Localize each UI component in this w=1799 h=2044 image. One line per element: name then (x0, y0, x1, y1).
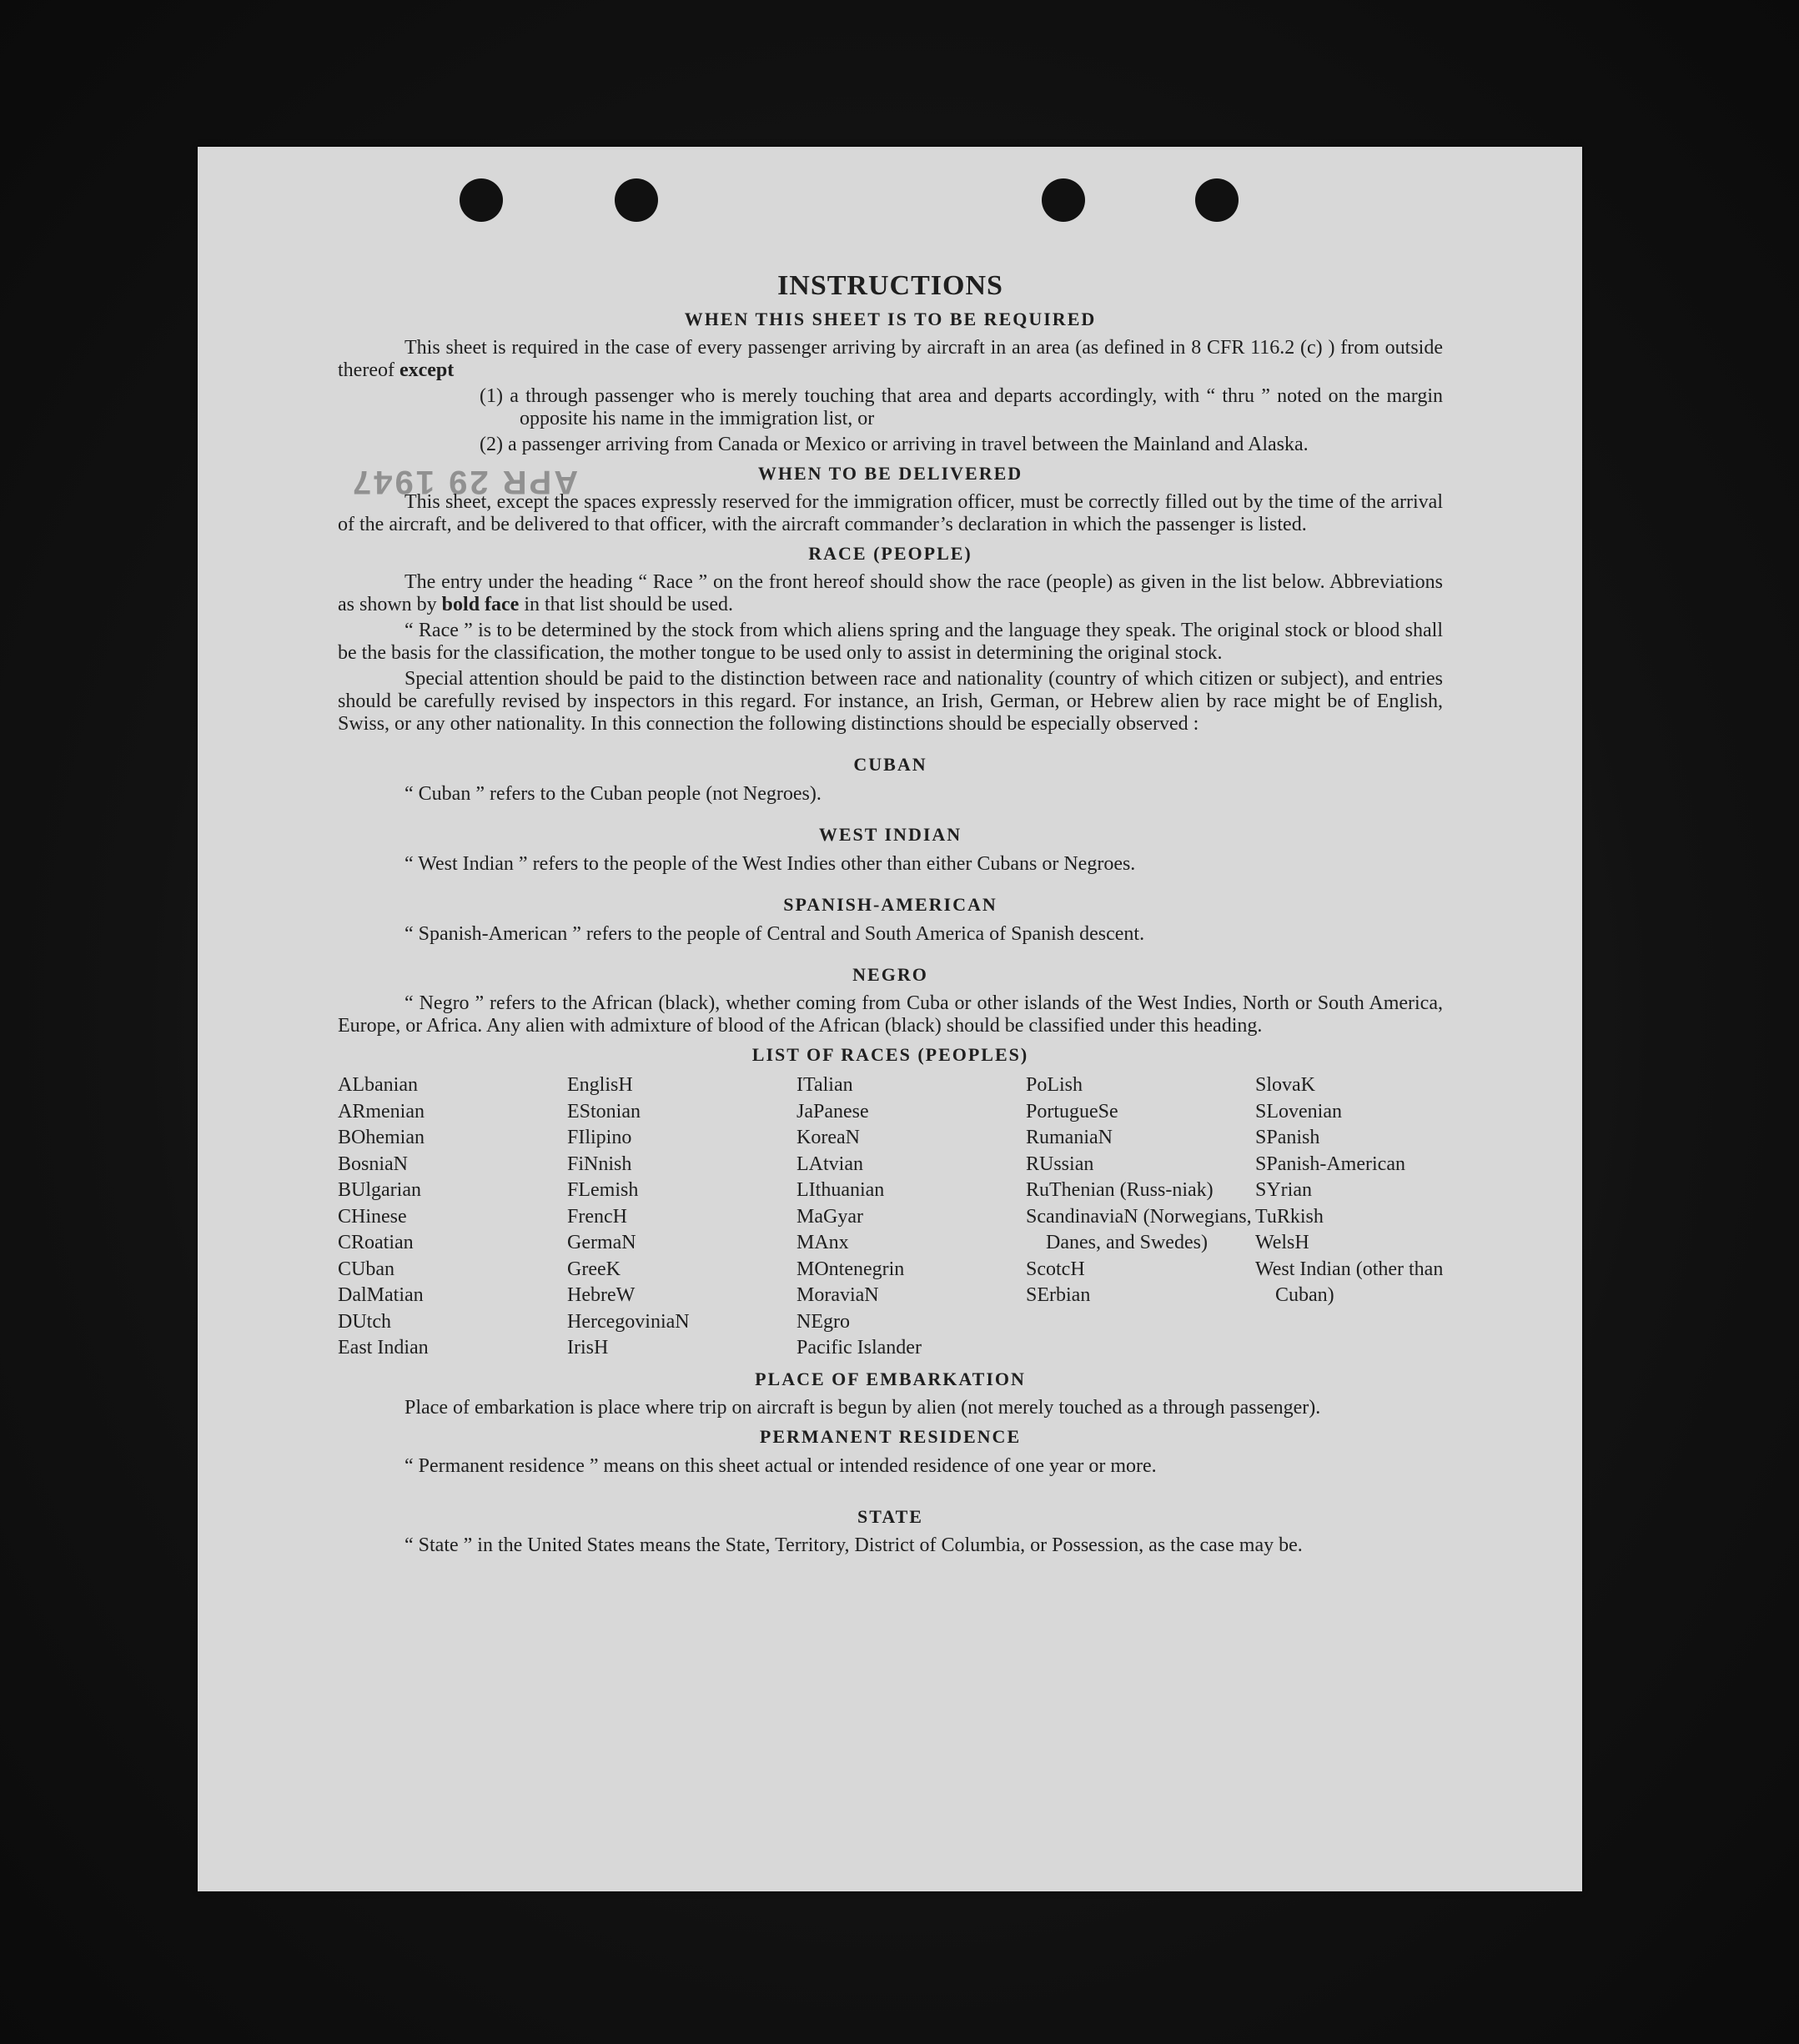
race-list-item: HebreW (567, 1284, 636, 1306)
race-list-item: West Indian (other than Cuban) (1255, 1258, 1444, 1306)
race-column-5 (1255, 1072, 1485, 1362)
heading-spanish-american: SPANISH-AMERICAN (783, 894, 997, 915)
heading-permanent-residence: PERMANENT RESIDENCE (759, 1425, 1022, 1447)
punch-hole-1 (460, 178, 503, 222)
race-list-item: LIthuanian (796, 1179, 885, 1201)
race-paragraph-1: The entry under the heading “ Race ” on the front hereof should show the race (people) as given in the list below. Abbreviations as shown by bold face in that list should be used. (338, 571, 1443, 615)
cuban-text: “ Cuban ” refers to the Cuban people (not Negroes). (405, 783, 822, 805)
race-list-item: LAtvian (796, 1153, 863, 1175)
race-list-item: East Indian (338, 1337, 429, 1358)
race-list-item: EStonian (567, 1100, 641, 1122)
race-list-item: DUtch (338, 1310, 391, 1333)
race-paragraph-3: Special attention should be paid to the distinction between race and nationality (country of which citizen or subject), and entries should be carefully revised by inspectors in this regard. For instance, an Irish, German, or Hebrew alien by race might be of English, Swiss, or any other nationality. In this connection the following distinctions should be especially observed : (338, 668, 1443, 735)
heading-west-indian: WEST INDIAN (818, 824, 962, 845)
race-list-item: BOhemian (338, 1127, 425, 1148)
race-list-item: CHinese (338, 1205, 407, 1228)
race-list-item: SErbian (1026, 1284, 1091, 1306)
permanent-residence-text: “ Permanent residence ” means on this sheet actual or intended residence of one year or more. (405, 1454, 1157, 1477)
heading-negro: NEGRO (852, 964, 928, 985)
race-list-item: RumaniaN (1026, 1127, 1113, 1148)
heading-when-required: WHEN THIS SHEET IS TO BE REQUIRED (684, 309, 1097, 329)
race-list-item: SLovenian (1255, 1100, 1342, 1122)
race-list-item: PoLish (1026, 1074, 1083, 1096)
date-stamp: APR 29 1947 (350, 464, 579, 500)
state-text: “ State ” in the United States means the State, Territory, District of Columbia, or Possession, as the case may be. (405, 1534, 1303, 1556)
race-list-item: SYrian (1255, 1179, 1312, 1201)
embarkation-text: Place of embarkation is place where trip on aircraft is begun by alien (not merely touched as a through passenger). (405, 1396, 1321, 1419)
heading-list-of-races: LIST OF RACES (PEOPLES) (751, 1044, 1029, 1065)
heading-when-delivered: WHEN TO BE DELIVERED (757, 463, 1023, 484)
race-list-item: ALbanian (338, 1074, 418, 1096)
race-list-item: IrisH (567, 1337, 609, 1358)
heading-cuban: CUBAN (853, 754, 927, 775)
race-list-item: BUlgarian (338, 1179, 421, 1201)
heading-state: STATE (857, 1505, 923, 1527)
race-list-item: RUssian (1026, 1153, 1094, 1175)
race-list-item: SlovaK (1255, 1074, 1315, 1096)
race-list-item: CUban (338, 1258, 394, 1280)
race-column-4 (1026, 1072, 1255, 1362)
when-required-intro: This sheet is required in the case of every passenger arriving by aircraft in an area (as defined in 8 CFR 116.2 (c) ) from outside thereof except (338, 337, 1443, 381)
race-list-item: EnglisH (567, 1074, 633, 1096)
when-delivered-text: This sheet, except the spaces expressly reserved for the immigration officer, must be correctly filled out by the time of the arrival of the aircraft, and be delivered to that officer, with the aircraft commander’s declaration in which the passenger is listed. (338, 491, 1443, 535)
race-list-item: GreeK (567, 1258, 621, 1280)
race-list-item: ARmenian (338, 1100, 425, 1122)
race-list-item: FiNnish (567, 1153, 632, 1175)
race-column-2 (567, 1072, 796, 1362)
west-indian-text: “ West Indian ” refers to the people of the West Indies other than either Cubans or Negroes. (405, 853, 1136, 875)
negro-text: “ Negro ” refers to the African (black), whether coming from Cuba or other islands of the West Indies, North or South America, Europe, or Africa. Any alien with admixture of blood of the African (black) should be classified under this heading. (338, 992, 1443, 1037)
race-list-item: BosniaN (338, 1153, 408, 1175)
exception-item-1: (1) a through passenger who is merely touching that area and departs accordingly, with “ thru ” noted on the margin opposite his name in the immigration list, or (480, 385, 1443, 429)
race-list-item: MaGyar (796, 1205, 863, 1228)
race-list-item: JaPanese (796, 1100, 869, 1122)
race-list-item: FLemish (567, 1179, 639, 1201)
race-list-item: NEgro (796, 1310, 850, 1333)
race-list-item: DalMatian (338, 1284, 424, 1306)
race-list (338, 1072, 1443, 1362)
race-list-item: ScotcH (1026, 1258, 1085, 1280)
race-list-item: Pacific Islander (796, 1337, 922, 1358)
race-column-3 (796, 1072, 1026, 1362)
spanish-american-text: “ Spanish-American ” refers to the people of Central and South America of Spanish descent. (405, 923, 1145, 945)
race-list-item: KoreaN (796, 1127, 860, 1148)
race-list-item: FIlipino (567, 1127, 632, 1148)
punch-hole-2 (615, 178, 658, 222)
punch-hole-3 (1042, 178, 1085, 222)
heading-race: RACE (PEOPLE) (808, 543, 972, 564)
race-list-item: GermaN (567, 1232, 636, 1253)
race-list-item: SPanish (1255, 1127, 1320, 1148)
race-list-item: TuRkish (1255, 1205, 1324, 1228)
race-list-item: WelsH (1255, 1232, 1309, 1253)
race-list-item: ScandinaviaN (Norwegians, Danes, and Swedes) (1026, 1205, 1252, 1253)
race-list-item: MoraviaN (796, 1284, 879, 1306)
race-paragraph-2: “ Race ” is to be determined by the stock from which aliens spring and the language they speak. The original stock or blood shall be the basis for the classification, the mother tongue to be used only to assist in determining the original stock. (338, 620, 1443, 664)
race-list-item: CRoatian (338, 1232, 414, 1253)
punch-hole-4 (1195, 178, 1239, 222)
race-list-item: MOntenegrin (796, 1258, 905, 1280)
exception-item-2: (2) a passenger arriving from Canada or Mexico or arriving in travel between the Mainland and Alaska. (480, 434, 1309, 455)
heading-embarkation: PLACE OF EMBARKATION (755, 1368, 1026, 1389)
page-title: INSTRUCTIONS (777, 270, 1003, 301)
race-column-1 (338, 1072, 567, 1362)
instructions-content (338, 265, 1443, 1560)
race-list-item: HercegoviniaN (567, 1310, 690, 1333)
race-list-item: PortugueSe (1026, 1100, 1118, 1122)
race-list-item: FrencH (567, 1205, 627, 1228)
race-list-item: MAnx (796, 1232, 849, 1253)
race-list-item: SPanish-American (1255, 1153, 1405, 1175)
race-list-item: RuThenian (Russ-niak) (1026, 1179, 1214, 1201)
race-list-item: ITalian (796, 1074, 853, 1096)
